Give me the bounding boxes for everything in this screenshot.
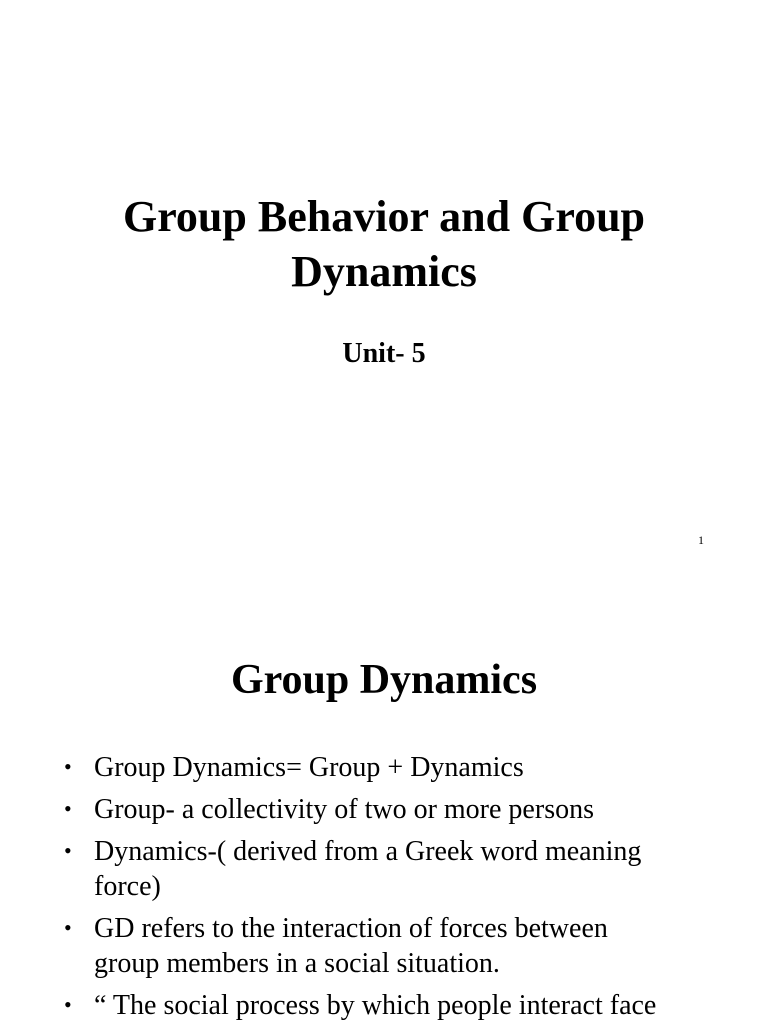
bullet-item [60, 911, 720, 981]
slide-2 [0, 576, 768, 1024]
bullet-text: “ The social process by which people interact face [94, 990, 657, 1021]
bullet-text-continued: force) [94, 871, 161, 902]
bullet-item [60, 834, 720, 904]
bullet-icon: • [64, 915, 72, 940]
slide-1-title [40, 189, 728, 299]
bullet-text: Dynamics-( derived from a Greek word meaning [94, 836, 642, 867]
bullet-item [60, 988, 720, 1023]
page-number: 1 [698, 533, 704, 547]
bullet-icon: • [64, 992, 72, 1017]
slide-2-title: Group Dynamics [230, 657, 538, 703]
bullet-icon: • [64, 838, 72, 863]
bullet-item [60, 792, 720, 827]
slide-1-subtitle: Unit- 5 [342, 338, 426, 369]
bullet-text: Group Dynamics= Group + Dynamics [94, 752, 524, 783]
bullet-text: Group- a collectivity of two or more persons [94, 794, 594, 825]
slide-1-title-line-1: Group Behavior and Group [122, 192, 646, 241]
bullet-icon: • [64, 754, 72, 779]
bullet-icon: • [64, 796, 72, 821]
bullet-text: GD refers to the interaction of forces between [94, 913, 608, 944]
bullet-item [60, 750, 720, 785]
slide-1-title-line-2: Dynamics [291, 247, 477, 296]
bullet-list [60, 750, 720, 1024]
bullet-text-continued: group members in a social situation. [94, 948, 500, 979]
